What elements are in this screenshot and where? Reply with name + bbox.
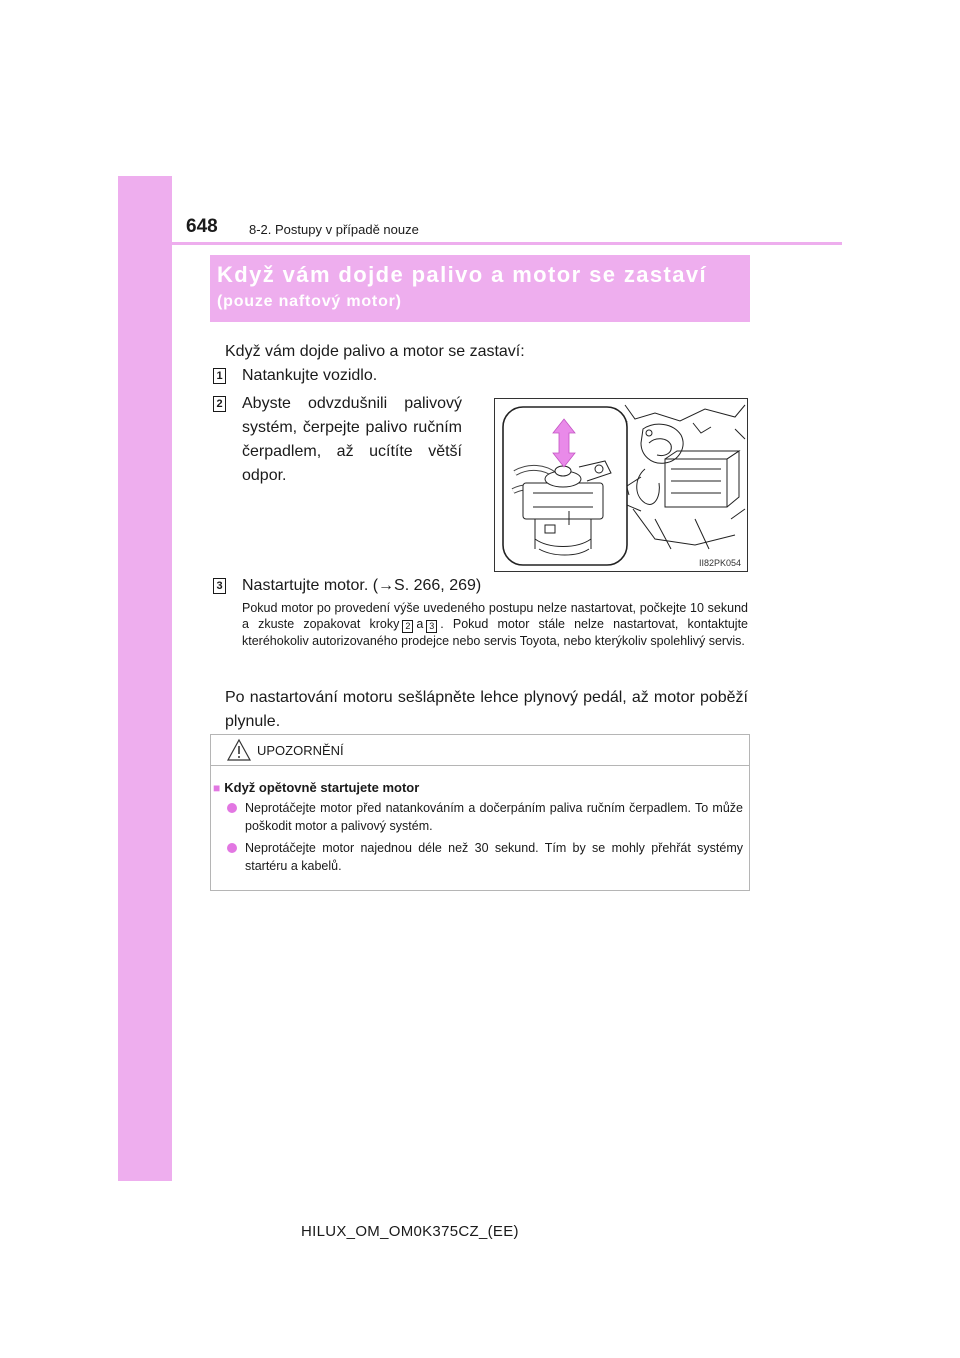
- warning-item-text: Neprotáčejte motor před natankováním a dočerpáním paliva ručním čerpadlem. To může poškodit motor a palivový systém.: [245, 801, 743, 833]
- page-number: 648: [186, 216, 218, 237]
- illustration-code: II82PK054: [698, 558, 741, 568]
- step-text-2: Abyste odvzdušnili palivový systém, čerpejte palivo ručním čerpadlem, až ucítíte větší odpor.: [242, 395, 462, 484]
- warning-item-text: Neprotáčejte motor najednou déle než 30 sekund. Tím by se mohly přehřát systémy startéru a kabelů.: [245, 841, 743, 873]
- note-paragraph: [242, 600, 748, 649]
- step-ref-2: 2: [402, 620, 413, 633]
- warning-header: [211, 735, 749, 766]
- square-bullet-icon: ■: [213, 781, 221, 795]
- step-ref-3: 3: [426, 620, 437, 633]
- chapter-sidebar-tab: [118, 176, 172, 1181]
- warning-triangle-icon: [226, 738, 252, 762]
- after-start-text: Po nastartování motoru sešlápněte lehce plynový pedál, až motor poběží plynule.: [225, 689, 748, 730]
- step-text-1: Natankujte vozidlo.: [242, 367, 378, 384]
- engine-bay-drawing: [495, 399, 748, 572]
- document-code: HILUX_OM_OM0K375CZ_(EE): [301, 1223, 519, 1240]
- note-text-part1: Pokud motor po provedení výše uvedeného postupu nelze nastartovat, počkejte 10 sekund a zkuste zopakovat kroky: [242, 601, 748, 631]
- step-text-3: Nastartujte motor. (→S. 266, 269): [242, 577, 482, 594]
- page-title: Když vám dojde palivo a motor se zastaví: [217, 262, 708, 287]
- fuel-pump-illustration: [494, 398, 748, 572]
- bullet-dot-icon: [227, 803, 237, 813]
- section-header: 8-2. Postupy v případě nouze: [249, 222, 419, 237]
- warning-title: UPOZORNĚNÍ: [257, 743, 344, 758]
- intro-text: Když vám dojde palivo a motor se zastaví:: [225, 343, 525, 360]
- warning-heading-text: Když opětovně startujete motor: [224, 780, 420, 795]
- warning-item: [213, 839, 743, 875]
- note-connector: a: [416, 617, 424, 631]
- step-number-1: 1: [213, 368, 226, 384]
- note-text-part2: . Pokud motor stále nelze nastartovat, kontaktujte kteréhokoliv autorizovaného prodejce nebo servis Toyota, nebo kterýkoliv spolehlivý servis.: [242, 617, 748, 648]
- warning-item: [213, 799, 743, 835]
- title-banner: [210, 255, 750, 322]
- warning-heading: [213, 780, 419, 795]
- step-number-2: 2: [213, 396, 226, 412]
- bullet-dot-icon: [227, 843, 237, 853]
- page-subtitle: (pouze naftový motor): [217, 293, 402, 310]
- header-rule: [118, 242, 842, 245]
- step-number-3: 3: [213, 578, 226, 594]
- warning-box: [210, 734, 750, 891]
